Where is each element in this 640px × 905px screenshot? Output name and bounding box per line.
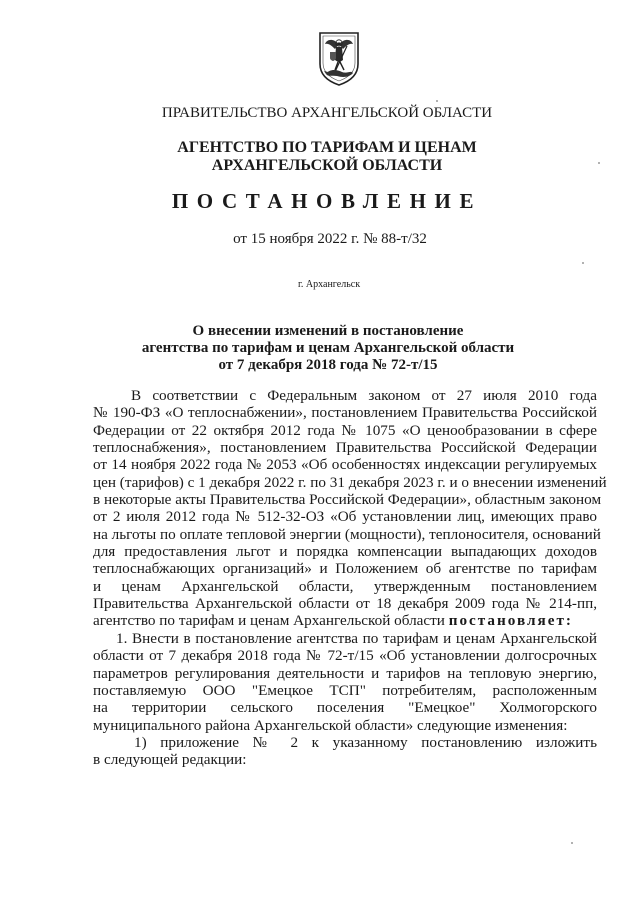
government-title: ПРАВИТЕЛЬСТВО АРХАНГЕЛЬСКОЙ ОБЛАСТИ (161, 105, 493, 121)
body-line-decree (93, 612, 597, 629)
body-line: муниципального района Архангельской области» следующие изменения: (93, 716, 568, 734)
scan-speck (436, 100, 438, 102)
body-line-text: агентство по тарифам и ценам Архангельской области (93, 612, 445, 630)
body-line: № 190-ФЗ «О теплоснабжении», постановлением Правительства Российской (93, 404, 597, 422)
body-line: 1. Внести в постановление агентства по тарифам и ценам Архангельской (116, 629, 597, 647)
document-city: г. Архангельск (297, 279, 361, 290)
agency-title-line2: АРХАНГЕЛЬСКОЙ ОБЛАСТИ (211, 157, 443, 174)
body-line: для предоставления льгот и порядка компенсации выпадающих доходов (93, 543, 597, 561)
subject-line-2: агентства по тарифам и ценам Архангельской области (141, 340, 515, 356)
document-body (93, 387, 607, 769)
document-type-heading: ПОСТАНОВЛЕНИЕ (171, 189, 483, 213)
body-line: теплоснабжения», постановлением Правительства Российской Федерации (93, 439, 597, 457)
body-line: цен (тарифов) с 1 декабря 2022 г. по 31 декабря 2023 г. и о внесении изменений (93, 473, 607, 491)
document-date-number: от 15 ноября 2022 г. № 88-т/32 (233, 231, 427, 247)
body-line: Правительства Архангельской области от 18 декабря 2009 года № 214-пп, (93, 595, 597, 613)
body-line: Федерации от 22 октября 2012 года № 1075 «О ценообразовании в сфере (93, 421, 597, 439)
subject-line-3: от 7 декабря 2018 года № 72-т/15 (218, 357, 438, 373)
agency-title-line1: АГЕНТСТВО ПО ТАРИФАМ И ЦЕНАМ (177, 139, 477, 156)
decree-word: постановляет: (448, 612, 573, 630)
body-line: на территории сельского поселения "Емецкое" Холмогорского (93, 699, 597, 717)
body-line: В соответствии с Федеральным законом от 27 июля 2010 года (131, 387, 597, 404)
body-line: теплоснабжающих организаций» и Положением об агентстве по тарифам (93, 560, 597, 578)
body-line: области от 7 декабря 2018 года № 72-т/15 «Об установлении долгосрочных (93, 647, 597, 665)
body-line: и ценам Архангельской области, утвержденным постановлением (93, 577, 597, 595)
body-line: в следующей редакции: (93, 751, 247, 769)
subject-line-1: О внесении изменений в постановление (192, 323, 464, 339)
body-line: в некоторые акты Правительства Российской Федерации», областным законом (93, 491, 602, 509)
body-line: 1) приложение № 2 к указанному постановлению изложить (134, 733, 597, 751)
body-line: от 14 ноября 2022 года № 2053 «Об особенностях индексации регулируемых (93, 456, 597, 474)
body-line: параметров регулирования деятельности и тарифов на тепловую энергию, (93, 664, 597, 682)
body-line: от 2 июля 2012 года № 512-32-ОЗ «Об установлении лиц, имеющих право (93, 508, 597, 526)
body-line: на льготы по оплате тепловой энергии (мощности), теплоносителя, оснований (93, 525, 601, 543)
scan-speck (598, 162, 600, 164)
scan-speck (582, 262, 584, 264)
body-line: поставляемую ООО "Емецкое ТСП" потребителям, расположенным (93, 681, 597, 699)
archangel-coat-of-arms-icon (316, 30, 362, 86)
scan-speck (571, 842, 573, 844)
